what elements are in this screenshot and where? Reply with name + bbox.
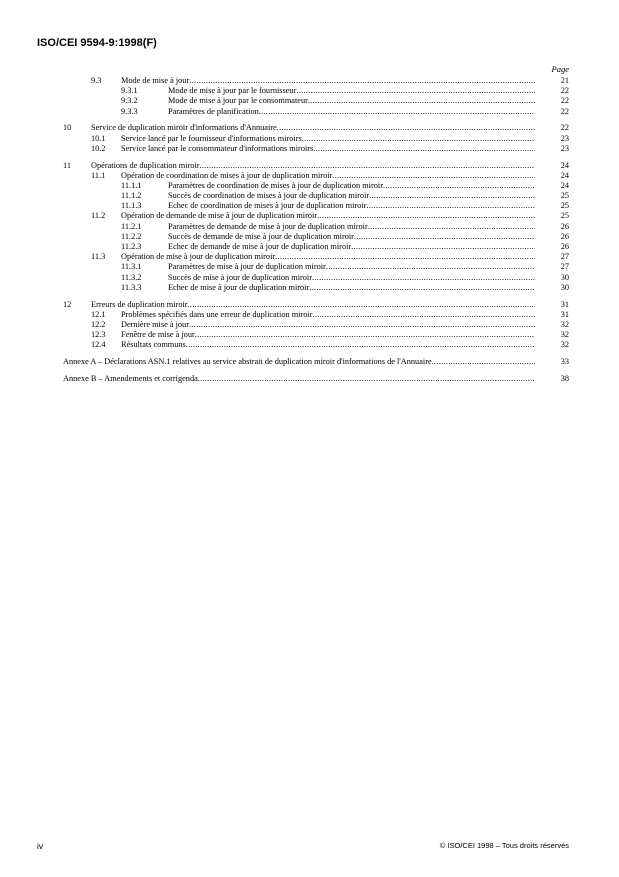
toc-entry-title-text: Service lancé par le consommateur d'informations miroirs: [121, 143, 314, 153]
toc-leader-dots: [332, 171, 535, 181]
toc-entry-page: 26: [560, 231, 569, 241]
toc-entry-number: 12.1: [91, 309, 106, 319]
toc-entry-title: [121, 340, 535, 350]
toc-entry-page: 24: [560, 170, 569, 180]
toc-entry-title: [121, 330, 535, 340]
toc-entry-number: 11.2.2: [121, 231, 142, 241]
toc-entry[interactable]: [0, 201, 619, 211]
toc-entry-number: 11.3: [91, 252, 106, 262]
toc-entry-number: 11.1.3: [121, 201, 142, 211]
toc-entry-number: 11: [63, 160, 71, 170]
toc-leader-dots: [354, 232, 535, 242]
toc-entry-title: [168, 262, 535, 272]
toc-entry-title: [121, 252, 535, 262]
toc-leader-dots: [189, 76, 535, 86]
toc-entry-number: 11.3.1: [121, 262, 142, 272]
toc-entry-title: [168, 86, 535, 96]
toc-entry[interactable]: [0, 123, 619, 133]
toc-entry-page: 30: [560, 282, 569, 292]
toc-entry-page: 25: [560, 201, 569, 211]
toc-entry-title: [91, 123, 535, 133]
toc-leader-dots: [189, 320, 535, 330]
toc-entry-page: 26: [560, 242, 569, 251]
toc-leader-dots: [186, 340, 535, 350]
toc-entry-title: [168, 283, 535, 293]
toc-entry-title-text: Annexe B – Amendements et corrigenda: [63, 373, 198, 383]
toc-entry-title-text: Paramètres de demande de mise à jour de duplication miroir: [168, 221, 368, 231]
toc-entry-title-text: Fenêtre de mise à jour: [121, 330, 195, 340]
toc-entry-title-text: Problèmes spécifiés dans une erreur de duplication miroir: [121, 309, 313, 319]
toc-entry-number: 11.1.1: [121, 180, 142, 190]
toc-entry[interactable]: [0, 144, 619, 154]
toc-leader-dots: [275, 252, 535, 262]
toc-entry[interactable]: [0, 222, 619, 232]
toc-entry-title: [121, 320, 535, 330]
toc-entry-title-text: Echec de coordination de mises à jour de duplication miroir: [168, 201, 367, 211]
toc-entry[interactable]: [0, 232, 619, 242]
toc-leader-dots: [200, 161, 535, 171]
toc-entry-title: [121, 76, 535, 86]
toc-entry-number: 11.3.3: [121, 282, 142, 292]
toc-entry-title-text: Echec de mise à jour de duplication miroir: [168, 282, 310, 292]
toc-leader-dots: [259, 107, 535, 117]
toc-entry-title-text: Succès de mise à jour de duplication miroir: [168, 272, 313, 282]
toc-leader-dots: [313, 144, 535, 154]
toc-entry-title: [168, 232, 535, 242]
toc-leader-dots: [198, 374, 535, 384]
toc-entry[interactable]: [0, 161, 619, 171]
toc-entry-page: 22: [560, 106, 569, 116]
toc-entry-number: 11.2.1: [121, 221, 142, 231]
toc-entry-title: [168, 191, 535, 201]
toc-entry-page: 25: [560, 211, 569, 221]
toc-entry-page: 32: [560, 340, 569, 350]
toc-entry[interactable]: [0, 357, 619, 367]
toc-entry[interactable]: [0, 252, 619, 262]
toc-entry-title: [168, 181, 535, 191]
toc-entry-number: 9.3.1: [121, 86, 138, 96]
toc-entry-title: [63, 374, 535, 384]
toc-leader-dots: [432, 357, 535, 367]
toc-entry-page: 31: [560, 299, 569, 309]
toc-leader-dots: [296, 86, 535, 96]
toc-entry-page: 31: [560, 309, 569, 319]
toc-entry-number: 12.2: [91, 319, 106, 329]
toc-entry[interactable]: [0, 262, 619, 272]
toc-entry-page: 38: [560, 373, 569, 383]
toc-entry-title-text: Echec de demande de mise à jour de duplication miroir: [168, 242, 352, 251]
toc-entry-title-text: Opération de demande de mise à jour de duplication miroir: [121, 211, 318, 221]
toc-entry-page: 24: [560, 180, 569, 190]
toc-entry-title-text: Dernière mise à jour: [121, 319, 189, 329]
toc-entry-page: 30: [560, 272, 569, 282]
toc-entry-title-text: Mode de mise à jour par le consommateur: [168, 96, 308, 106]
toc-entry-title: [168, 107, 535, 117]
toc-entry-title-text: Paramètres de coordination de mises à jour de duplication miroir: [168, 180, 383, 190]
toc-leader-dots: [309, 283, 535, 293]
toc-entry-title: [91, 300, 535, 310]
toc-leader-dots: [317, 211, 535, 221]
toc-entry-title-text: Annexe A – Déclarations ASN.1 relatives au service abstrait de duplication miroir d'informations de l'Annuaire: [63, 357, 432, 367]
toc-entry[interactable]: [0, 283, 619, 293]
toc-entry-title-text: Service de duplication miroir d'informations d'Annuaire: [91, 123, 277, 133]
toc-entry[interactable]: [0, 330, 619, 340]
toc-entry-number: 11.2.3: [121, 242, 142, 251]
toc-entry[interactable]: [0, 171, 619, 181]
toc-entry[interactable]: [0, 107, 619, 117]
toc-entry[interactable]: [0, 96, 619, 106]
toc-entry-page: 32: [560, 319, 569, 329]
toc-entry-number: 12: [63, 299, 72, 309]
toc-leader-dots: [369, 191, 535, 201]
toc-entry[interactable]: [0, 191, 619, 201]
toc-entry-number: 10: [63, 123, 72, 133]
toc-entry-title: [63, 357, 535, 367]
toc-entry-number: 9.3: [91, 76, 102, 85]
toc-entry-page: 25: [560, 191, 569, 201]
toc-entry-number: 9.3.3: [121, 106, 138, 116]
toc-leader-dots: [351, 242, 535, 252]
toc-entry-number: 9.3.2: [121, 96, 138, 106]
toc-entry-title: [168, 96, 535, 106]
toc-entry-title-text: Erreurs de duplication miroir: [91, 299, 188, 309]
toc-entry[interactable]: [0, 340, 619, 350]
toc-entry-title: [121, 171, 535, 181]
toc-entry-title: [91, 161, 535, 171]
toc-entry-title-text: Service lancé par le fournisseur d'informations miroirs: [121, 133, 302, 143]
toc-entry-title: [168, 201, 535, 211]
toc-entry-title-text: Mode de mise à jour par le fournisseur: [168, 86, 297, 96]
toc-entry[interactable]: [0, 86, 619, 96]
toc-leader-dots: [383, 181, 535, 191]
toc-entry[interactable]: [0, 76, 619, 86]
toc-entry-title: [121, 310, 535, 320]
footer-copyright: © ISO/CEI 1998 – Tous droits réservés: [439, 841, 569, 850]
toc-entry-page: 26: [560, 221, 569, 231]
toc-entry[interactable]: [0, 300, 619, 310]
toc-leader-dots: [366, 201, 535, 211]
toc-entry-page: 23: [560, 143, 569, 153]
toc-entry-title: [121, 144, 535, 154]
toc-entry-page: 27: [560, 262, 569, 272]
toc-entry[interactable]: [0, 310, 619, 320]
toc-entry-title: [121, 134, 535, 144]
toc-leader-dots: [368, 222, 535, 232]
toc-entry-page: 24: [560, 160, 569, 170]
toc-entry-title-text: Résultats communs: [121, 340, 186, 350]
toc-entry-title-text: Paramètres de planification: [168, 106, 259, 116]
toc-entry-number: 11.2: [91, 211, 106, 221]
toc-entry-number: 11.1.2: [121, 191, 142, 201]
document-header: ISO/CEI 9594-9:1998(F): [37, 37, 157, 49]
toc-entry-title-text: Opérations de duplication miroir: [91, 160, 200, 170]
toc-entry-title: [168, 242, 535, 252]
toc-entry-page: 22: [560, 123, 569, 133]
footer-page-number: iv: [37, 841, 44, 851]
toc-entry[interactable]: [0, 320, 619, 330]
toc-entry-title: [168, 273, 535, 283]
toc-entry-number: 11.3.2: [121, 272, 142, 282]
table-of-contents: [0, 76, 619, 384]
toc-entry-page: 32: [560, 330, 569, 340]
toc-entry[interactable]: [0, 134, 619, 144]
toc-entry[interactable]: [0, 181, 619, 191]
toc-leader-dots: [326, 262, 535, 272]
toc-leader-dots: [302, 134, 535, 144]
toc-entry-page: 23: [560, 133, 569, 143]
toc-entry[interactable]: [0, 242, 619, 252]
toc-entry-page: 21: [560, 76, 569, 85]
toc-entry-page: 33: [560, 357, 569, 367]
toc-entry-title-text: Opération de mise à jour de duplication miroir: [121, 252, 276, 262]
toc-entry-page: 22: [560, 96, 569, 106]
toc-entry[interactable]: [0, 211, 619, 221]
toc-entry-title-text: Succès de coordination de mises à jour de duplication miroir: [168, 191, 370, 201]
toc-entry-title-text: Mode de mise à jour: [121, 76, 190, 85]
toc-leader-dots: [308, 96, 535, 106]
toc-entry-title-text: Opération de coordination de mises à jour de duplication miroir: [121, 170, 333, 180]
toc-entry-number: 12.3: [91, 330, 106, 340]
toc-leader-dots: [188, 300, 535, 310]
toc-entry-number: 12.4: [91, 340, 106, 350]
toc-leader-dots: [277, 123, 535, 133]
toc-entry[interactable]: [0, 374, 619, 384]
toc-entry-title-text: Succès de demande de mise à jour de duplication miroir: [168, 231, 354, 241]
toc-entry[interactable]: [0, 273, 619, 283]
toc-entry-number: 10.2: [91, 143, 106, 153]
toc-entry-number: 11.1: [91, 170, 106, 180]
toc-leader-dots: [312, 273, 535, 283]
page-column-label: Page: [551, 64, 569, 74]
toc-leader-dots: [312, 310, 535, 320]
toc-entry-title-text: Paramètres de mise à jour de duplication miroir: [168, 262, 326, 272]
toc-entry-number: 10.1: [91, 133, 106, 143]
toc-leader-dots: [195, 330, 535, 340]
toc-entry-page: 22: [560, 86, 569, 96]
toc-entry-title: [121, 211, 535, 221]
toc-entry-page: 27: [560, 252, 569, 262]
toc-entry-title: [168, 222, 535, 232]
